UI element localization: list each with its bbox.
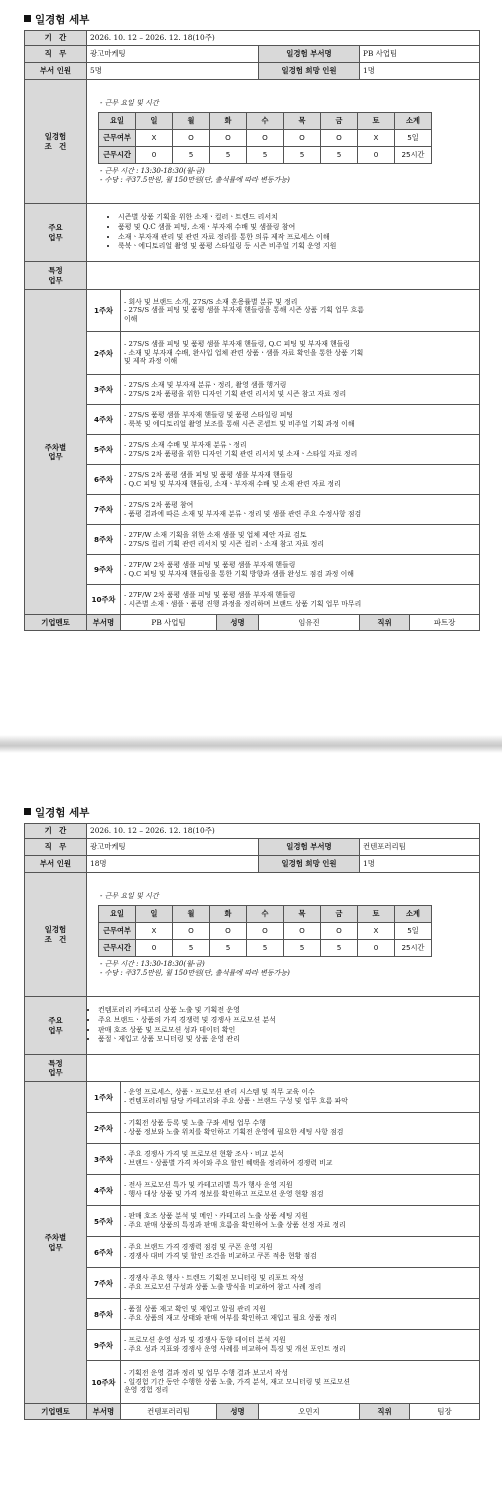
mentor-dept-value: 컨템포러리팀 — [121, 1404, 217, 1420]
table-row — [25, 1175, 480, 1206]
main-duties-label: 주요 업무 — [25, 204, 87, 262]
table-row — [25, 585, 480, 615]
dept-head-label: 부서 인원 — [25, 856, 87, 873]
table-row — [25, 435, 480, 465]
mentor-dept-label: 부서명 — [87, 615, 121, 631]
list-item: • 시즌별 상품 기획을 위한 소재ㆍ컬러ㆍ트렌드 리서치 — [118, 213, 476, 223]
schedule-header-row: 요일 일 월 화 수 목 금 토 소계 — [99, 905, 432, 922]
conditions-cell — [87, 80, 480, 204]
mentor-position-value: 파트장 — [410, 615, 480, 631]
conditions-cell — [87, 873, 480, 997]
mentor-row — [25, 1404, 480, 1420]
mentor-name-value: 임유진 — [259, 615, 360, 631]
weekly-duties-label: 주차별 업무 — [25, 290, 87, 615]
week-content: - 주요 경쟁사 가격 및 프로모션 현황 조사ㆍ비교 분석 - 브랜드ㆍ상품별 가격 차이와 주요 할인 혜택을 정리하여 경쟁력 비교 — [121, 1144, 480, 1175]
week-content: - 판매 호조 상품 분석 및 메인ㆍ카테고리 노출 상품 세팅 지원 - 주요 판매 상품의 특징과 판매 흐름을 확인하여 노출 상품 선정 자료 정리 — [121, 1206, 480, 1237]
host-dept-label: 일경험 부서명 — [259, 46, 360, 63]
mentor-position-label: 직위 — [360, 615, 410, 631]
hope-head-label: 일경험 희망 인원 — [259, 63, 360, 80]
week-label: 3주차 — [87, 1144, 121, 1175]
mentor-label: 기업멘토 — [25, 1404, 87, 1420]
schedule-note: - 근무 요일 및 시간 — [100, 891, 159, 900]
week-content: - 27F/W 2차 품평 샘플 피팅 및 품평 샘플 부자재 핸들링 - 시즌별 소재ㆍ샘플ㆍ품평 진행 과정을 정리하며 브랜드 상품 기획 업무 마무리 — [121, 585, 480, 615]
week-content: - 27S/S 소재 수배 및 부자재 분류ㆍ정리 - 27S/S 2차 품평을 위한 디자인 기획 관련 리서치 및 소재ㆍ스타일 자료 정리 — [121, 435, 480, 465]
week-label: 1주차 — [87, 1082, 121, 1113]
host-dept-value: PB 사업팀 — [360, 46, 480, 63]
week-content: - 프로모션 운영 성과 및 경쟁사 동향 데이터 분석 지원 - 주요 성과 지표와 경쟁사 운영 사례를 비교하여 특징 및 개선 포인트 정리 — [121, 1330, 480, 1361]
table-row — [25, 1237, 480, 1268]
work-experience-table — [24, 30, 480, 631]
dept-head-value: 5명 — [87, 63, 259, 80]
week-content: - 전사 프로모션 특가 및 카테고리별 특가 행사 운영 지원 - 행사 대상 상품 및 가격 정보를 확인하고 프로모션 운영 현황 점검 — [121, 1175, 480, 1206]
host-dept-label: 일경험 부서명 — [259, 839, 360, 856]
table-row — [25, 405, 480, 435]
table-row — [25, 1268, 480, 1299]
table-row — [25, 1206, 480, 1237]
week-label: 7주차 — [87, 1268, 121, 1299]
week-label: 2주차 — [87, 1113, 121, 1144]
duty-value: 광고마케팅 — [87, 46, 259, 63]
table-row — [25, 1144, 480, 1175]
week-label: 9주차 — [87, 555, 121, 585]
hope-head-label: 일경험 희망 인원 — [259, 856, 360, 873]
main-duties-label: 주요 업무 — [25, 997, 87, 1055]
week-label: 8주차 — [87, 1299, 121, 1330]
list-item: • 컨템포러리 카테고리 상품 노출 및 기획전 운영 — [98, 1006, 476, 1016]
main-duties-cell — [87, 997, 480, 1055]
period-value: 2026. 10. 12 – 2026. 12. 18(10주) — [87, 824, 480, 839]
hope-head-value: 1명 — [360, 856, 480, 873]
mentor-position-label: 직위 — [360, 1404, 410, 1420]
list-item: • 주요 브랜드ㆍ상품의 가격 경쟁력 및 경쟁사 프로모션 분석 — [98, 1016, 476, 1026]
conditions-label: 일경험 조 건 — [25, 873, 87, 997]
week-content: - 주요 브랜드 가격 경쟁력 점검 및 쿠폰 운영 지원 - 경쟁사 대비 가격 및 할인 조건을 비교하고 쿠폰 적용 현황 점검 — [121, 1237, 480, 1268]
table-row — [25, 525, 480, 555]
table-row — [25, 555, 480, 585]
square-bullet-icon — [24, 15, 31, 22]
mentor-label: 기업멘토 — [25, 615, 87, 631]
section-title: 일경험 세부 — [24, 805, 89, 820]
week-label: 10주차 — [87, 585, 121, 615]
mentor-row — [25, 615, 480, 631]
week-label: 6주차 — [87, 465, 121, 495]
dept-head-label: 부서 인원 — [25, 63, 87, 80]
week-content: - 품절 상품 재고 확인 및 재입고 알림 관리 지원 - 주요 상품의 재고 상태와 판매 여부를 확인하고 재입고 필요 상품 정리 — [121, 1299, 480, 1330]
special-duties-cell — [87, 262, 480, 290]
hours-note: - 근무 시간 : 13:30-18:30(월-금) - 수당 : 주37.5만원, 월 150만원(단, 출석률에 따라 변동가능) — [100, 166, 290, 185]
special-duties-label: 특정 업무 — [25, 1055, 87, 1082]
schedule-header-row: 요일 일 월 화 수 목 금 토 소계 — [99, 112, 432, 129]
page-separator — [0, 735, 502, 753]
week-content: - 27S/S 2차 품평 참여 - 품평 결과에 따른 소재 및 부자재 분류ㆍ정리 및 샘플 관련 주요 수정사항 점검 — [121, 495, 480, 525]
duty-label: 직 무 — [25, 839, 87, 856]
week-label: 6주차 — [87, 1237, 121, 1268]
week-label: 9주차 — [87, 1330, 121, 1361]
mentor-name-value: 오민지 — [259, 1404, 360, 1420]
schedule-table — [98, 905, 432, 957]
week-label: 10주차 — [87, 1361, 121, 1404]
table-row — [25, 1361, 480, 1404]
section-title: 일경험 세부 — [24, 12, 89, 27]
table-row — [25, 1330, 480, 1361]
week-label: 4주차 — [87, 1175, 121, 1206]
mentor-position-value: 팀장 — [410, 1404, 480, 1420]
hope-head-value: 1명 — [360, 63, 480, 80]
table-row — [25, 290, 480, 332]
special-duties-cell — [87, 1055, 480, 1082]
duty-value: 광고마케팅 — [87, 839, 259, 856]
schedule-work-row: 근무여부 X O O O O O X 5일 — [99, 129, 432, 146]
mentor-name-label: 성명 — [217, 1404, 259, 1420]
period-label: 기 간 — [25, 31, 87, 46]
table-row — [25, 1082, 480, 1113]
table-row — [25, 375, 480, 405]
special-duties-label: 특정 업무 — [25, 262, 87, 290]
week-label: 1주차 — [87, 290, 121, 332]
weekly-duties-label: 주차별 업무 — [25, 1082, 87, 1404]
week-content: - 경쟁사 주요 행사ㆍ트렌드 기획전 모니터링 및 리포트 작성 - 주요 프로모션 구성과 상품 노출 방식을 비교하여 참고 사례 정리 — [121, 1268, 480, 1299]
main-duties-cell — [87, 204, 480, 262]
week-content: - 27S/S 소재 및 부자재 분류ㆍ정리, 촬영 샘플 행거링 - 27S/S 2차 품평을 위한 디자인 기획 관련 리서치 및 시즌 참고 자료 정리 — [121, 375, 480, 405]
week-label: 5주차 — [87, 435, 121, 465]
week-label: 3주차 — [87, 375, 121, 405]
host-dept-value: 컨텐포러리팀 — [360, 839, 480, 856]
table-row — [25, 1113, 480, 1144]
schedule-hours-row: 근무시간 0 5 5 5 5 5 0 25시간 — [99, 939, 432, 956]
week-label: 8주차 — [87, 525, 121, 555]
list-item: • 판매 호조 상품 및 프로모션 성과 데이터 확인 — [98, 1026, 476, 1036]
week-content: - 27F/W 2차 품평 샘플 피팅 및 품평 샘플 부자재 핸들링 - Q.C 피팅 및 부자재 핸들링을 통한 기획 방향과 샘플 완성도 점검 과정 이해 — [121, 555, 480, 585]
period-label: 기 간 — [25, 824, 87, 839]
list-item: • 소재ㆍ부자재 관리 및 관련 자료 정리를 통한 의류 제작 프로세스 이해 — [118, 233, 476, 243]
mentor-dept-value: PB 사업팀 — [121, 615, 217, 631]
week-content: - 27F/W 소재 기획을 위한 소재 샘플 및 업체 제안 자료 검토 - 27S/S 컬러 기획 관련 리서치 및 시즌 컬러ㆍ소재 참고 자료 정리 — [121, 525, 480, 555]
period-value: 2026. 10. 12 – 2026. 12. 18(10주) — [87, 31, 480, 46]
table-row — [25, 332, 480, 375]
table-row — [25, 495, 480, 525]
week-content: - 27S/S 품평 샘플 부자재 핸들링 및 품평 스타일링 피팅 - 룩북 및 에디토리얼 촬영 보조를 통해 시즌 콘셉트 및 비주얼 기획 과정 이해 — [121, 405, 480, 435]
week-label: 2주차 — [87, 332, 121, 375]
schedule-table — [98, 112, 432, 164]
week-content: - 운영 프로세스, 상품ㆍ프로모션 관리 시스템 및 직무 교육 이수 - 컨템포러리팀 담당 카테고리와 주요 상품ㆍ브랜드 구성 및 업무 흐름 파악 — [121, 1082, 480, 1113]
schedule-work-row: 근무여부 X O O O O O X 5일 — [99, 922, 432, 939]
week-content: - 27S/S 샘플 피팅 및 품평 샘플 부자재 핸들링, Q.C 피팅 및 부자재 핸들링 - 소재 및 부자재 수배, 완사입 업체 관련 상품ㆍ샘플 자료 확인을 통한 상품 기획 및 제작 과정 이해 — [121, 332, 480, 375]
work-experience-table — [24, 823, 480, 1420]
square-bullet-icon — [24, 808, 31, 815]
dept-head-value: 18명 — [87, 856, 259, 873]
week-content: - 회사 및 브랜드 소개, 27S/S 소재 혼용률별 분류 및 정리 - 27S/S 샘플 피팅 및 품평 샘플 부자재 핸들링을 통해 시즌 상품 기획 업무 흐름 이해 — [121, 290, 480, 332]
table-row — [25, 1299, 480, 1330]
mentor-dept-label: 부서명 — [87, 1404, 121, 1420]
list-item: • 룩북ㆍ에디토리얼 촬영 및 품평 스타일링 등 시즌 비주얼 기획 운영 지원 — [118, 242, 476, 252]
list-item: • 품절ㆍ재입고 상품 모니터링 및 상품 운영 관리 — [98, 1035, 476, 1045]
schedule-hours-row: 근무시간 0 5 5 5 5 5 0 25시간 — [99, 146, 432, 163]
hours-note: - 근무 시간 : 13:30-18:30(월-금) - 수당 : 주37.5만원, 월 150만원(단, 출석률에 따라 변동가능) — [100, 959, 290, 978]
week-label: 5주차 — [87, 1206, 121, 1237]
duty-label: 직 무 — [25, 46, 87, 63]
table-row — [25, 465, 480, 495]
week-content: - 기획전 상품 등록 및 노출 구좌 세팅 업무 수행 - 상품 정보와 노출 위치를 확인하고 기획전 운영에 필요한 세팅 사항 점검 — [121, 1113, 480, 1144]
conditions-label: 일경험 조 건 — [25, 80, 87, 204]
week-label: 7주차 — [87, 495, 121, 525]
week-content: - 27S/S 2차 품평 샘플 피팅 및 품평 샘플 부자재 핸들링 - Q.C 피팅 및 부자재 핸들링, 소재ㆍ부자재 수배 및 소재 관련 자료 정리 — [121, 465, 480, 495]
schedule-note: - 근무 요일 및 시간 — [100, 98, 159, 107]
list-item: • 품평 및 Q.C 샘플 피팅, 소재ㆍ부자재 수배 및 샘플링 참여 — [118, 223, 476, 233]
week-label: 4주차 — [87, 405, 121, 435]
week-content: - 기획전 운영 결과 정리 및 업무 수행 결과 보고서 작성 - 일경험 기간 동안 수행한 상품 노출, 가격 분석, 재고 모니터링 및 프로모션 운영 경험 정리 — [121, 1361, 480, 1404]
mentor-name-label: 성명 — [217, 615, 259, 631]
